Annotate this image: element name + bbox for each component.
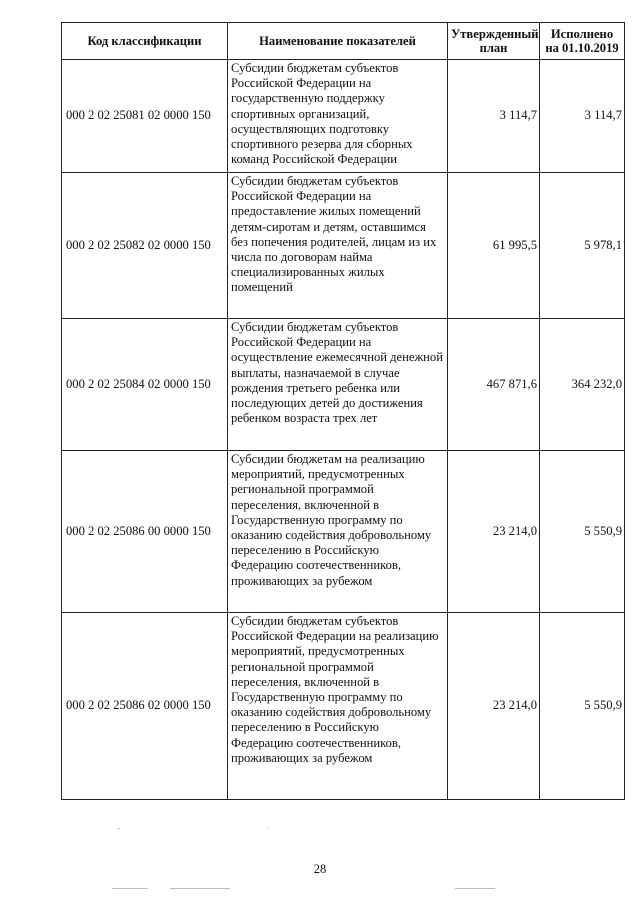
header-code: Код классификации [62,23,228,60]
row-name: Субсидии бюджетам на реализацию мероприятий, предусмотренных региональной программой переселения, включенной в Государственную программу по оказанию содействия добровольному переселению в Российскую Федерацию соотечественников, проживающих за рубежом [228,451,448,613]
row-code: 000 2 02 25081 02 0000 150 [62,60,228,173]
row-plan: 467 871,6 [448,319,540,451]
budget-table [61,22,625,800]
scan-artifact [170,888,230,889]
row-code: 000 2 02 25086 00 0000 150 [62,451,228,613]
page-number: 28 [313,862,327,876]
header-plan: Утвержденный план [448,23,540,60]
row-plan: 3 114,7 [448,60,540,173]
row-plan: 61 995,5 [448,173,540,319]
table-header-row [62,23,625,60]
header-executed: Исполнено на 01.10.2019 [540,23,625,60]
row-executed: 5 550,9 [540,451,625,613]
row-code: 000 2 02 25082 02 0000 150 [62,173,228,319]
scan-artifact [455,888,495,889]
scan-artifact [268,828,269,829]
row-executed: 364 232,0 [540,319,625,451]
row-plan: 23 214,0 [448,613,540,800]
table-row [62,319,625,451]
row-executed: 5 978,1 [540,173,625,319]
header-name: Наименование показателей [228,23,448,60]
row-name: Субсидии бюджетам субъектов Российской Федерации на осуществление ежемесячной денежной выплаты, назначаемой в случае рождения третьего ребенка или последующих детей до достижения ребенком возраста трех лет [228,319,448,451]
table-row [62,451,625,613]
table-row [62,173,625,319]
row-plan: 23 214,0 [448,451,540,613]
row-name: Субсидии бюджетам субъектов Российской Федерации на реализацию мероприятий, предусмотренных региональной программой переселения, включенной в Государственную программу по оказанию содействия добровольному переселению в Российскую Федерацию соотечественников, проживающих за рубежом [228,613,448,800]
table-row [62,60,625,173]
row-name: Субсидии бюджетам субъектов Российской Федерации на государственную поддержку спортивных организаций, осуществляющих подготовку спортивного резерва для сборных команд Российской Федерации [228,60,448,173]
row-code: 000 2 02 25086 02 0000 150 [62,613,228,800]
row-name: Субсидии бюджетам субъектов Российской Федерации на предоставление жилых помещений детям-сиротам и детям, оставшимся без попечения родителей, лицам из их числа по договорам найма специализированных жилых помещений [228,173,448,319]
table-row [62,613,625,800]
row-executed: 5 550,9 [540,613,625,800]
scan-artifact [112,888,148,889]
scan-artifact [118,828,120,829]
row-executed: 3 114,7 [540,60,625,173]
row-code: 000 2 02 25084 02 0000 150 [62,319,228,451]
